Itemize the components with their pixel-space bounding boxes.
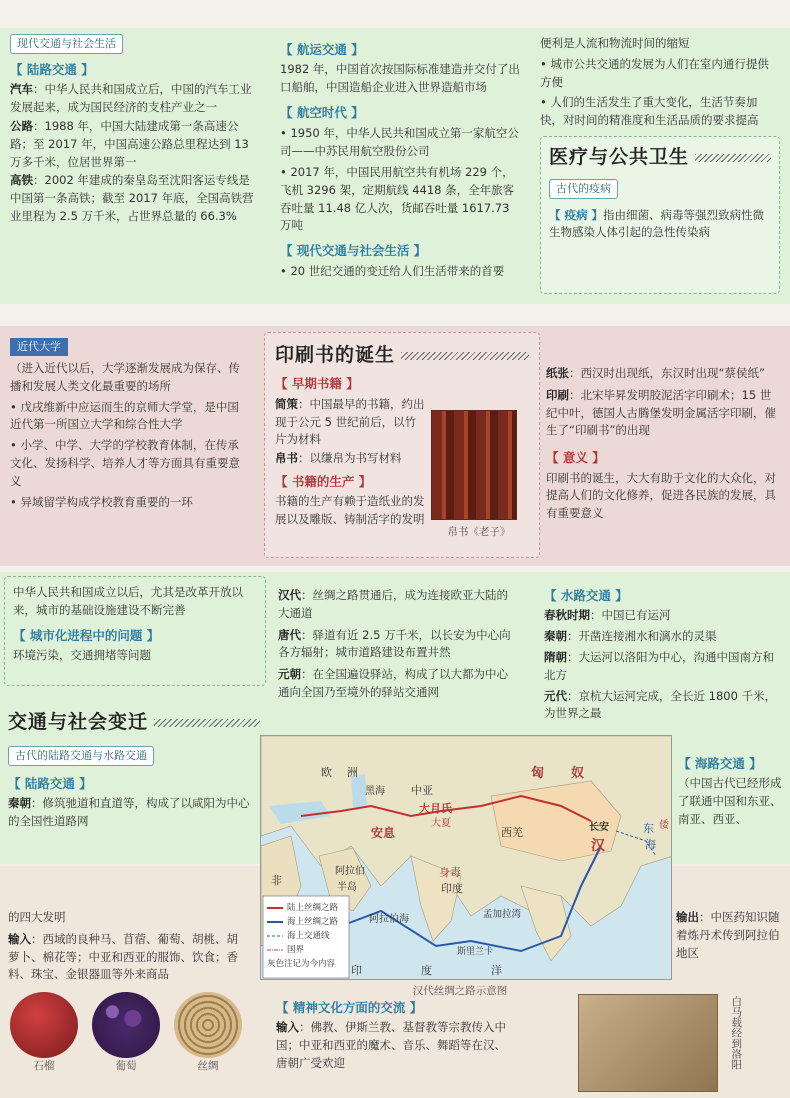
map-label-sililanka: 斯里兰卡 bbox=[457, 947, 494, 957]
sea-block bbox=[678, 748, 784, 830]
transport-title-row bbox=[8, 708, 260, 737]
map-label-nu: 奴 bbox=[571, 766, 585, 781]
map-label-alabo: 阿拉伯 bbox=[335, 866, 365, 877]
panel-life-health bbox=[530, 28, 790, 304]
plague-text: 【 疫病 】指由细菌、病毒等强烈致病性微生物感染人体引起的急性传染病 bbox=[549, 207, 765, 240]
dynasty-land-block bbox=[278, 586, 518, 703]
qin-canal-text: 秦朝：开凿连接湘水和漓水的灵渠 bbox=[544, 629, 717, 644]
silk-book-image bbox=[431, 410, 517, 520]
life-continued: 便利是人流和物流时间的缩短 bbox=[540, 36, 690, 50]
shipping-text: 1982 年，中国首次按国际标准建造并交付了出口船舶，中国造船企业进入世界造船市场 bbox=[280, 62, 520, 95]
map-label-alabohai: 阿拉伯海 bbox=[369, 914, 409, 925]
section-tag: 现代交通与社会生活 bbox=[10, 34, 123, 54]
tang-text: 唐代：驿道有近 2.5 万千米，以长安为中心向各方辐射；城市道路建设布置井然 bbox=[278, 627, 511, 660]
silk-road-map bbox=[260, 735, 672, 980]
legend-items bbox=[267, 901, 339, 971]
heading-shipping: 【 航运交通 】 bbox=[280, 42, 364, 57]
map-label-changan: 长安 bbox=[589, 822, 609, 833]
legend-item: 灰色注记为今内容 bbox=[267, 959, 336, 969]
heading-life: 【 现代交通与社会生活 】 bbox=[280, 243, 427, 259]
legend-item: 国界 bbox=[287, 945, 305, 955]
silk-book-text: 帛书：以缣帛为书写材料 bbox=[275, 451, 402, 466]
four-inventions-text: 的四大发明 bbox=[8, 910, 66, 924]
export-block bbox=[676, 908, 784, 963]
health-box bbox=[540, 136, 780, 294]
map-label-hai: 海 bbox=[645, 838, 656, 851]
heading-significance: 【 意义 】 bbox=[546, 450, 605, 466]
printing-right bbox=[546, 364, 782, 524]
silk-figure bbox=[174, 992, 242, 1074]
heading-land: 【 陆路交通 】 bbox=[10, 62, 94, 77]
yuan-canal-text: 元代：京杭大运河完成，全长近 1800 千米，为世界之最 bbox=[544, 688, 777, 721]
heading-early-books: 【 早期书籍 】 bbox=[275, 376, 359, 392]
map-label-wa: 倭 bbox=[659, 820, 669, 831]
rail-text: 高铁：2002 年建成的秦皇岛至沈阳客运专线是中国第一条高铁；截至 2017 年底，全国高铁营业里程为 2.5 万千米，占世界总量的 66.3% bbox=[10, 173, 254, 224]
significance-text: 印刷书的诞生，大大有助于文化的大众化，对提高人们的文化修养，促进各民族的发展，具有重要意义 bbox=[546, 470, 776, 521]
university-bullet-1: • 戊戌维新中应运而生的京师大学堂，是中国近代第一所国立大学和综合性大学 bbox=[10, 399, 239, 432]
university-bullet-3: • 异域留学构成学校教育重要的一环 bbox=[10, 494, 193, 509]
urban-box bbox=[4, 576, 266, 686]
map-label-yindu: 印度 bbox=[441, 882, 463, 895]
printing-title: 印刷书的诞生 bbox=[275, 344, 396, 366]
map-label-dong: 东 bbox=[643, 822, 654, 835]
heading-land-ancient: 【 陆路交通 】 bbox=[8, 776, 92, 791]
heading-book-production: 【 书籍的生产 】 bbox=[275, 474, 372, 490]
air-bullet-2: • 2017 年，中国民用航空共有机场 229 个，飞机 3296 架，定期航线 4418 条，全年旅客吞吐量 11.48 亿人次，货邮吞吐量 1617.73 万吨 bbox=[280, 165, 515, 233]
map-label-du: 度 bbox=[421, 964, 432, 977]
ancient-transport-tag: 古代的陆路交通与水路交通 bbox=[8, 746, 154, 766]
university-tag: 近代大学 bbox=[10, 338, 68, 356]
map-label-zhongya: 中亚 bbox=[411, 784, 433, 797]
silk-image bbox=[174, 992, 242, 1058]
grape-caption: 葡萄 bbox=[115, 1060, 137, 1072]
university-bullet-2: • 小学、中学、大学的学校教育体制，在传承文化、发扬科学、培养人才等方面具有重要意义 bbox=[10, 438, 240, 488]
heading-water: 【 水路交通 】 bbox=[544, 588, 628, 603]
title-decoration bbox=[695, 154, 771, 162]
print-text: 印刷：北宋毕昇发明胶泥活字印刷术；15 世纪中叶，德国人古腾堡发明金属活字印刷，催生了“印刷书”的出现 bbox=[546, 387, 776, 438]
panel-shipping-air bbox=[270, 28, 530, 304]
panel-modern-transport bbox=[0, 28, 270, 304]
spirit-block bbox=[276, 992, 512, 1074]
goods-images bbox=[10, 992, 250, 1074]
road-text: 公路：1988 年，中国大陆建成第一条高速公路；至 2017 年，中国高速公路总里程达到 13 万多千米，位居世界第一 bbox=[10, 119, 249, 169]
han-text: 汉代：丝绸之路贯通后，成为连接欧亚大陆的大通道 bbox=[278, 588, 508, 620]
legend-item: 陆上丝绸之路 bbox=[287, 903, 339, 913]
heading-spirit: 【 精神文化方面的交流 】 bbox=[276, 1000, 423, 1015]
title-decoration bbox=[154, 719, 260, 727]
life-text: • 20 世纪交通的变迁给人们生活带来的首要 bbox=[280, 263, 505, 278]
qin-land-block bbox=[8, 768, 258, 832]
urban-intro: 中华人民共和国成立以后，尤其是改革开放以来，城市的基础设施建设不断完善 bbox=[13, 585, 243, 617]
pomegranate-image bbox=[10, 992, 78, 1058]
plague-tag: 古代的疫病 bbox=[549, 179, 618, 199]
yuan-text: 元朝：在全国遍设驿站，构成了以大都为中心通向全国乃至境外的驿站交通网 bbox=[278, 667, 508, 700]
map-label-han: 汉 bbox=[591, 838, 605, 854]
grape-image bbox=[92, 992, 160, 1058]
university-intro: （进入近代以后，大学逐渐发展成为保存、传播和发展人类文化最重要的场所 bbox=[10, 361, 240, 393]
life-bullet-2: • 人们的生活发生了重大变化，生活节奏加快，对时间的精准度和生活品质的要求提高 bbox=[540, 95, 759, 128]
map-label-yindu-yang: 印 bbox=[351, 964, 362, 977]
map-label-shendu: 身毒 bbox=[439, 866, 461, 879]
map-caption: 汉代丝绸之路示意图 bbox=[412, 985, 508, 997]
silk-book-caption: 帛书《老子》 bbox=[447, 526, 511, 539]
sui-text: 隋朝：大运河以洛阳为中心，沟通中国南方和北方 bbox=[544, 650, 774, 682]
pomegranate-caption: 石榴 bbox=[33, 1060, 55, 1072]
chunqiu-text: 春秋时期：中国已有运河 bbox=[544, 608, 671, 623]
map-label-feizhou: 非 bbox=[271, 874, 282, 887]
white-horse-image bbox=[578, 994, 718, 1092]
panel-printing bbox=[258, 326, 790, 566]
panel-modern-university bbox=[0, 326, 258, 566]
sea-text: （中国古代已经形成了联通中国和东亚、南亚、西亚、 bbox=[678, 776, 782, 826]
map-label-bandao: 半岛 bbox=[337, 882, 357, 893]
map-label-daxia: 大夏 bbox=[431, 818, 451, 829]
heading-sea: 【 海路交通 】 bbox=[678, 756, 762, 771]
urban-problem-text: 环境污染，交通拥堵等问题 bbox=[13, 648, 151, 662]
car-text: 汽车：中华人民共和国成立后，中国的汽车工业发展起来，成为国民经济的支柱产业之一 bbox=[10, 82, 252, 115]
paper-text: 纸张：西汉时出现纸，东汉时出现“蔡侯纸” bbox=[546, 366, 765, 380]
map-label-heihai: 黑海 bbox=[365, 786, 385, 797]
heading-urban-problem: 【 城市化进程中的问题 】 bbox=[13, 627, 160, 643]
exchange-left bbox=[8, 908, 248, 985]
legend-item: 海上丝绸之路 bbox=[287, 917, 339, 927]
qin-text: 秦朝：修筑驰道和直道等，构成了以咸阳为中心的全国性道路网 bbox=[8, 796, 250, 829]
map-label-anxi: 安息 bbox=[371, 826, 396, 840]
map-label-yang: 洋 bbox=[491, 964, 502, 977]
pomegranate-figure bbox=[10, 992, 78, 1074]
spirit-text: 输入：佛教、伊斯兰教、基督教等宗教传入中国；中亚和西亚的魔术、音乐、舞蹈等在汉、唐朝广受欢迎 bbox=[276, 1020, 506, 1070]
export-text: 输出：中医药知识随着炼丹术传到阿拉伯地区 bbox=[676, 910, 780, 960]
printing-box bbox=[264, 332, 540, 558]
bamboo-text: 简策：中国最早的书籍，约出现于公元 5 世纪前后，以竹片为材料 bbox=[275, 396, 425, 447]
life-bullet-1: • 城市公共交通的发展为人们在室内通行提供方便 bbox=[540, 56, 769, 89]
map-label-mengjiala: 孟加拉湾 bbox=[483, 909, 522, 920]
legend-item: 海上交通线 bbox=[287, 931, 330, 941]
production-text: 书籍的生产有赖于造纸业的发展以及雕版、铸制活字的发明 bbox=[275, 494, 425, 527]
title-decoration bbox=[401, 352, 529, 360]
white-horse-caption: 白马载经到洛阳 bbox=[730, 996, 743, 1070]
heading-air: 【 航空时代 】 bbox=[280, 105, 364, 120]
water-block bbox=[544, 580, 782, 724]
map-label-ou: 欧 bbox=[321, 766, 332, 779]
transport-title: 交通与社会变迁 bbox=[8, 711, 149, 733]
air-bullet-1: • 1950 年，中华人民共和国成立第一家航空公司——中苏民用航空股份公司 bbox=[280, 126, 519, 159]
map-label-zhou: 洲 bbox=[347, 766, 358, 779]
map-label-dayuezhi: 大月氏 bbox=[419, 802, 452, 815]
health-title: 医疗与公共卫生 bbox=[549, 146, 690, 169]
grape-figure bbox=[92, 992, 160, 1074]
map-label-xiongnu: 匈 bbox=[531, 766, 545, 781]
map-label-xiqiang: 西羌 bbox=[501, 826, 523, 839]
import-goods-text: 输入：西域的良种马、苜蓿、葡萄、胡桃、胡萝卜、棉花等；中亚和西亚的服饰、饮食；香料、珠宝、金银器皿等外来商品 bbox=[8, 931, 238, 982]
silk-caption: 丝绸 bbox=[197, 1060, 219, 1072]
